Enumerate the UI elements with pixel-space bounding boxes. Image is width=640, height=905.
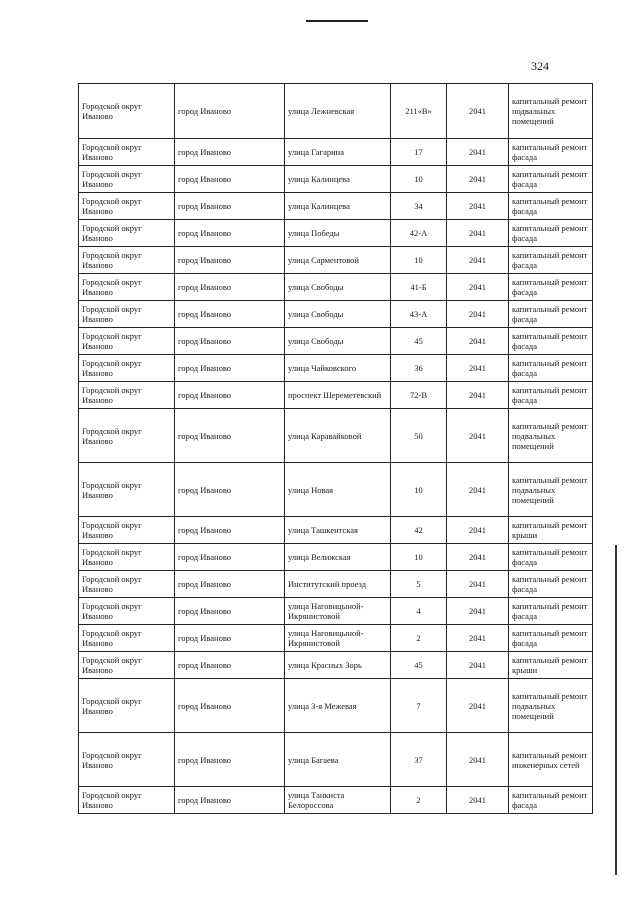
cell-work-type: капитальный ремонт подвальных помещений: [509, 679, 593, 733]
cell-district: Городской округ Иваново: [79, 247, 175, 274]
cell-year: 2041: [447, 733, 509, 787]
cell-district: Городской округ Иваново: [79, 733, 175, 787]
table-row: [79, 544, 593, 571]
cell-street: улица Свободы: [285, 328, 391, 355]
cell-work-type: капитальный ремонт фасада: [509, 598, 593, 625]
cell-year: 2041: [447, 355, 509, 382]
cell-street: улица Новая: [285, 463, 391, 517]
cell-city: город Иваново: [175, 598, 285, 625]
cell-district: Городской округ Иваново: [79, 139, 175, 166]
cell-work-type: капитальный ремонт фасада: [509, 625, 593, 652]
cell-city: город Иваново: [175, 544, 285, 571]
cell-year: 2041: [447, 409, 509, 463]
cell-work-type: капитальный ремонт подвальных помещений: [509, 84, 593, 139]
cell-city: город Иваново: [175, 301, 285, 328]
cell-house-number: 10: [391, 463, 447, 517]
cell-house-number: 34: [391, 193, 447, 220]
cell-house-number: 42-А: [391, 220, 447, 247]
cell-district: Городской округ Иваново: [79, 463, 175, 517]
table-row: [79, 517, 593, 544]
cell-year: 2041: [447, 220, 509, 247]
cell-year: 2041: [447, 544, 509, 571]
cell-year: 2041: [447, 139, 509, 166]
table-row: [79, 787, 593, 814]
cell-house-number: 37: [391, 733, 447, 787]
cell-year: 2041: [447, 787, 509, 814]
cell-year: 2041: [447, 274, 509, 301]
cell-city: город Иваново: [175, 409, 285, 463]
cell-house-number: 5: [391, 571, 447, 598]
table-row: [79, 625, 593, 652]
cell-district: Городской округ Иваново: [79, 166, 175, 193]
cell-city: город Иваново: [175, 139, 285, 166]
table-row: [79, 652, 593, 679]
cell-district: Городской округ Иваново: [79, 355, 175, 382]
cell-district: Городской округ Иваново: [79, 193, 175, 220]
scan-edge-line: [615, 545, 617, 875]
cell-city: город Иваново: [175, 679, 285, 733]
table-row: [79, 355, 593, 382]
cell-work-type: капитальный ремонт фасада: [509, 247, 593, 274]
cell-year: 2041: [447, 84, 509, 139]
cell-work-type: капитальный ремонт подвальных помещений: [509, 463, 593, 517]
cell-house-number: 2: [391, 625, 447, 652]
cell-street: улица Красных Зорь: [285, 652, 391, 679]
cell-work-type: капитальный ремонт фасада: [509, 274, 593, 301]
top-scan-mark: [306, 20, 368, 22]
cell-district: Городской округ Иваново: [79, 598, 175, 625]
cell-city: город Иваново: [175, 328, 285, 355]
cell-city: город Иваново: [175, 84, 285, 139]
table-row: [79, 193, 593, 220]
cell-year: 2041: [447, 625, 509, 652]
cell-house-number: 17: [391, 139, 447, 166]
cell-city: город Иваново: [175, 220, 285, 247]
table-row: [79, 139, 593, 166]
cell-work-type: капитальный ремонт инженерных сетей: [509, 733, 593, 787]
cell-house-number: 45: [391, 652, 447, 679]
cell-street: улица Каравайковой: [285, 409, 391, 463]
table-row: [79, 598, 593, 625]
cell-work-type: капитальный ремонт фасада: [509, 220, 593, 247]
cell-work-type: капитальный ремонт фасада: [509, 166, 593, 193]
page-number: 324: [531, 59, 549, 73]
cell-city: город Иваново: [175, 247, 285, 274]
cell-city: город Иваново: [175, 382, 285, 409]
cell-house-number: 7: [391, 679, 447, 733]
cell-district: Городской округ Иваново: [79, 84, 175, 139]
cell-district: Городской округ Иваново: [79, 301, 175, 328]
cell-year: 2041: [447, 301, 509, 328]
cell-street: улица Наговицыной-Икрянистовой: [285, 598, 391, 625]
cell-house-number: 4: [391, 598, 447, 625]
table-row: [79, 274, 593, 301]
cell-work-type: капитальный ремонт фасада: [509, 382, 593, 409]
cell-work-type: капитальный ремонт фасада: [509, 193, 593, 220]
cell-district: Городской округ Иваново: [79, 328, 175, 355]
cell-street: улица Калинцева: [285, 166, 391, 193]
repair-schedule-table: [78, 83, 593, 814]
cell-street: улица Свободы: [285, 274, 391, 301]
cell-house-number: 36: [391, 355, 447, 382]
cell-house-number: 50: [391, 409, 447, 463]
cell-year: 2041: [447, 679, 509, 733]
table-row: [79, 220, 593, 247]
cell-house-number: 10: [391, 544, 447, 571]
cell-city: город Иваново: [175, 193, 285, 220]
cell-street: улица Лежневская: [285, 84, 391, 139]
cell-street: улица Багаева: [285, 733, 391, 787]
cell-district: Городской округ Иваново: [79, 274, 175, 301]
table-row: [79, 679, 593, 733]
cell-house-number: 45: [391, 328, 447, 355]
cell-street: улица Велижская: [285, 544, 391, 571]
cell-city: город Иваново: [175, 733, 285, 787]
table-row: [79, 571, 593, 598]
cell-street: улица Чайковского: [285, 355, 391, 382]
cell-year: 2041: [447, 382, 509, 409]
table-row: [79, 409, 593, 463]
cell-street: улица 3-я Межевая: [285, 679, 391, 733]
cell-district: Городской округ Иваново: [79, 679, 175, 733]
cell-city: город Иваново: [175, 787, 285, 814]
cell-city: город Иваново: [175, 274, 285, 301]
cell-city: город Иваново: [175, 355, 285, 382]
cell-city: город Иваново: [175, 652, 285, 679]
cell-district: Городской округ Иваново: [79, 409, 175, 463]
cell-street: улица Свободы: [285, 301, 391, 328]
cell-work-type: капитальный ремонт фасада: [509, 787, 593, 814]
cell-year: 2041: [447, 463, 509, 517]
table-row: [79, 84, 593, 139]
cell-work-type: капитальный ремонт фасада: [509, 544, 593, 571]
table-row: [79, 328, 593, 355]
cell-house-number: 2: [391, 787, 447, 814]
cell-district: Городской округ Иваново: [79, 652, 175, 679]
cell-house-number: 10: [391, 247, 447, 274]
cell-house-number: 43-А: [391, 301, 447, 328]
table-row: [79, 463, 593, 517]
cell-street: улица Наговицыной-Икрянистовой: [285, 625, 391, 652]
cell-district: Городской округ Иваново: [79, 544, 175, 571]
table-row: [79, 166, 593, 193]
cell-street: проспект Шереметевский: [285, 382, 391, 409]
cell-district: Городской округ Иваново: [79, 787, 175, 814]
cell-house-number: 41-Б: [391, 274, 447, 301]
cell-year: 2041: [447, 652, 509, 679]
cell-street: улица Сарментовой: [285, 247, 391, 274]
table-row: [79, 301, 593, 328]
cell-year: 2041: [447, 517, 509, 544]
cell-street: улица Ташкентская: [285, 517, 391, 544]
cell-house-number: 211«В»: [391, 84, 447, 139]
cell-work-type: капитальный ремонт фасада: [509, 139, 593, 166]
cell-city: город Иваново: [175, 463, 285, 517]
cell-work-type: капитальный ремонт фасада: [509, 328, 593, 355]
cell-city: город Иваново: [175, 625, 285, 652]
cell-house-number: 72-В: [391, 382, 447, 409]
cell-street: улица Победы: [285, 220, 391, 247]
cell-street: улица Гагарина: [285, 139, 391, 166]
cell-city: город Иваново: [175, 571, 285, 598]
cell-house-number: 10: [391, 166, 447, 193]
cell-district: Городской округ Иваново: [79, 220, 175, 247]
cell-work-type: капитальный ремонт крыши: [509, 517, 593, 544]
cell-street: улица Танкиста Белороссова: [285, 787, 391, 814]
table-body: [79, 84, 593, 814]
table-row: [79, 382, 593, 409]
cell-district: Городской округ Иваново: [79, 382, 175, 409]
cell-city: город Иваново: [175, 517, 285, 544]
cell-work-type: капитальный ремонт подвальных помещений: [509, 409, 593, 463]
table-row: [79, 733, 593, 787]
cell-work-type: капитальный ремонт крыши: [509, 652, 593, 679]
cell-street: улица Калинцева: [285, 193, 391, 220]
cell-year: 2041: [447, 598, 509, 625]
cell-year: 2041: [447, 571, 509, 598]
cell-year: 2041: [447, 247, 509, 274]
cell-house-number: 42: [391, 517, 447, 544]
cell-street: Институтский проезд: [285, 571, 391, 598]
cell-year: 2041: [447, 166, 509, 193]
cell-work-type: капитальный ремонт фасада: [509, 571, 593, 598]
cell-district: Городской округ Иваново: [79, 517, 175, 544]
cell-year: 2041: [447, 193, 509, 220]
cell-city: город Иваново: [175, 166, 285, 193]
cell-work-type: капитальный ремонт фасада: [509, 301, 593, 328]
cell-district: Городской округ Иваново: [79, 625, 175, 652]
cell-year: 2041: [447, 328, 509, 355]
cell-work-type: капитальный ремонт фасада: [509, 355, 593, 382]
table-row: [79, 247, 593, 274]
cell-district: Городской округ Иваново: [79, 571, 175, 598]
